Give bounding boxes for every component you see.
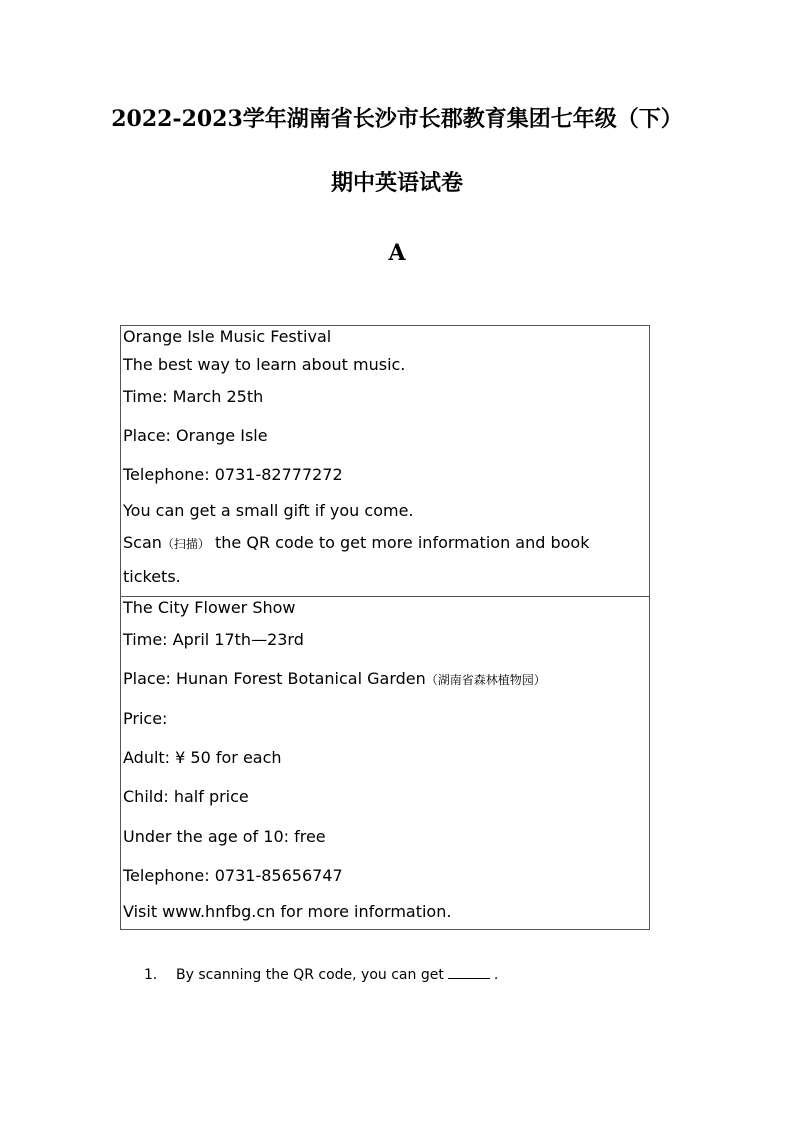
question-number: 1． [144,967,167,983]
section-heading: A [388,240,406,266]
music-festival-time: Time: March 25th [123,387,264,406]
scan-word: Scan [123,533,162,552]
music-festival-ad [121,326,650,597]
music-festival-place: Place: Orange Isle [123,426,268,445]
music-festival-name: Orange Isle Music Festival [123,327,332,346]
music-festival-scan [123,530,647,564]
flower-show-adult-price: Adult: ¥ 50 for each [123,748,282,767]
flower-show-ad [121,597,650,930]
flower-show-child-price: Child: half price [123,787,249,806]
question-end: . [493,967,499,983]
scan-rest: the QR code to get more information and book [209,533,590,552]
music-festival-telephone: Telephone: 0731-82777272 [123,465,343,484]
advertisement-table [120,325,650,930]
flower-show-visit: Visit www.hnfbg.cn for more information. [123,902,452,921]
scan-chinese-note: （扫描） [161,537,210,551]
flower-show-price-label: Price: [123,709,168,728]
answer-blank[interactable] [448,964,490,979]
flower-show-under10-price: Under the age of 10: free [123,827,326,846]
flower-show-place-chinese-note: （湖南省森林植物园） [425,673,546,687]
flower-show-name: The City Flower Show [123,598,296,617]
flower-show-telephone: Telephone: 0731-85656747 [123,866,343,885]
flower-show-time: Time: April 17th—23rd [123,630,304,649]
flower-show-cell [121,597,650,930]
music-festival-slogan: The best way to learn about music. [123,355,406,374]
music-festival-cell [121,326,650,597]
exam-title-line2: 期中英语试卷 [330,170,463,196]
music-festival-gift: You can get a small gift if you come. [123,501,414,520]
flower-show-place-text: Place: Hunan Forest Botanical Garden [123,669,426,688]
question-text: By scanning the QR code, you can get [176,967,444,983]
exam-title-line1: 2022-2023学年湖南省长沙市长郡教育集团七年级（下） [111,106,683,132]
flower-show-place [123,666,647,706]
music-festival-scan-continued: tickets. [123,567,181,586]
question-1 [144,964,498,984]
